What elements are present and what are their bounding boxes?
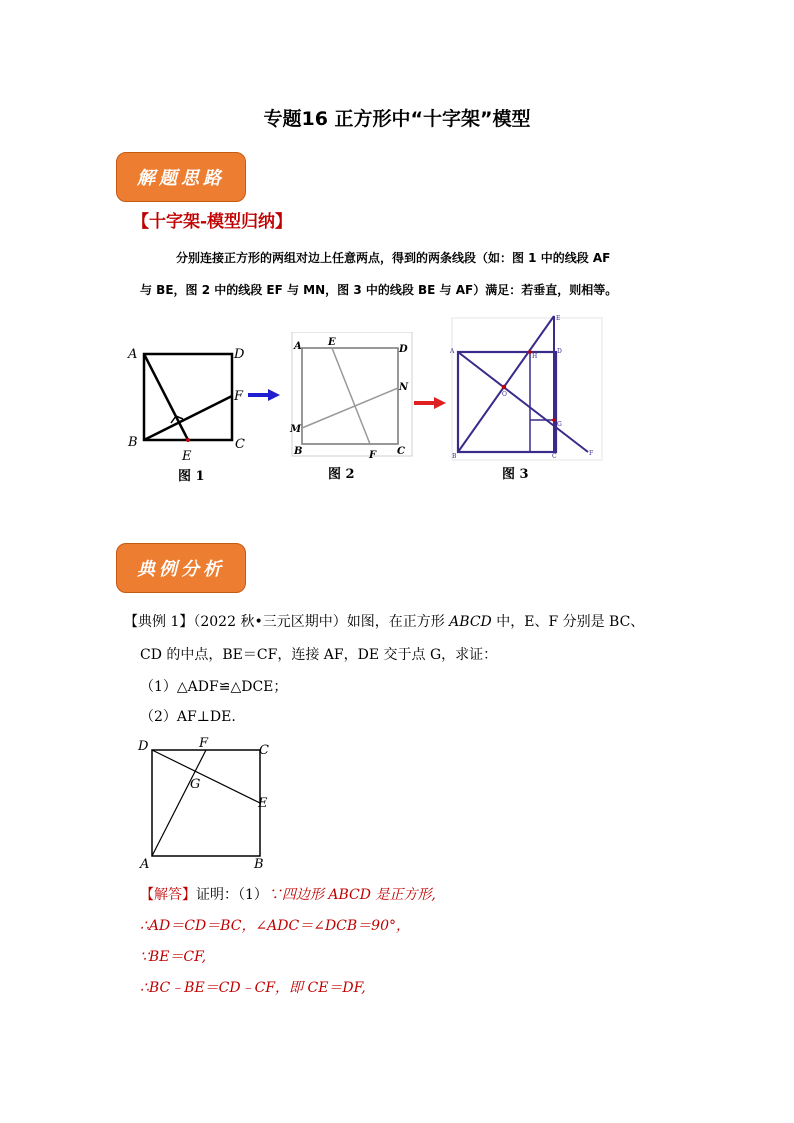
fig2-square xyxy=(302,348,398,444)
fig2-label-b: B xyxy=(294,446,303,457)
fig1-point-e xyxy=(186,438,190,442)
figure-3 xyxy=(446,312,606,484)
answer-step-4a: ∴BC﹣BE＝CD﹣CF，即 xyxy=(140,980,304,996)
example-label-f: F xyxy=(199,736,209,751)
example-square xyxy=(152,750,260,856)
fig1-label-a: A xyxy=(128,347,138,362)
fig3-label-c: C xyxy=(552,453,557,460)
example-label-b: B xyxy=(254,857,264,872)
fig3-square xyxy=(458,352,556,452)
example-label-d: D xyxy=(138,739,149,754)
answer-tag: 【解答】 xyxy=(140,887,196,903)
page-title: 专题16 正方形中“十字架”模型 xyxy=(263,108,531,130)
example-source: （2022 秋•三元区期中）如图，在正方形 xyxy=(193,614,445,630)
fig3-point-g xyxy=(552,418,556,422)
example-label-e: E xyxy=(258,796,268,811)
example-line2: CD 的中点，BE＝CF，连接 AF，DE 交于点 G，求证： xyxy=(140,647,498,663)
fig3-segment-af xyxy=(458,352,588,452)
arrow-red xyxy=(412,396,448,410)
answer-step-4b: CE＝DF, xyxy=(307,980,366,996)
example-label-g: G xyxy=(190,777,201,792)
fig2-caption: 图 2 xyxy=(328,467,355,482)
fig3-label-o: O xyxy=(502,391,507,398)
answer-intro: 证明：（1） xyxy=(196,887,268,903)
example-square-name: ABCD xyxy=(449,614,492,630)
fig2-label-m: M xyxy=(290,424,302,435)
figure-1 xyxy=(120,318,260,488)
fig3-segment-be xyxy=(458,316,554,452)
fig2-label-e: E xyxy=(328,337,336,348)
example-figure xyxy=(134,736,284,872)
section-banner-solving-approach: 解题思路 xyxy=(116,152,246,202)
fig3-label-f: F xyxy=(589,450,594,457)
fig1-label-d: D xyxy=(234,347,245,362)
fig2-label-c: C xyxy=(397,446,405,457)
fig1-label-c: C xyxy=(235,437,245,452)
fig3-label-e: E xyxy=(556,315,561,322)
example-segment-de xyxy=(152,750,260,803)
arrow-blue xyxy=(246,388,282,402)
fig2-segment-ef xyxy=(332,348,370,444)
example-question-1: （1）△ADF≌△DCE； xyxy=(140,679,288,695)
model-text-line1: 分别连接正方形的两组对边上任意两点，得到的两条线段（如：图 1 中的线段 AF xyxy=(176,251,611,265)
fig2-label-d: D xyxy=(399,344,408,355)
fig3-label-b: B xyxy=(452,453,457,460)
fig1-caption: 图 1 xyxy=(178,469,205,484)
fig1-square xyxy=(144,354,232,440)
example-label-a: A xyxy=(140,857,150,872)
example-segment-af xyxy=(152,750,206,856)
fig1-label-f: F xyxy=(234,389,244,404)
fig1-segment-bf xyxy=(144,396,232,440)
example-line1 xyxy=(124,611,644,631)
example-line1-rest: 中，E、F 分别是 BC、 xyxy=(496,614,645,630)
fig2-label-n: N xyxy=(399,382,409,393)
fig1-label-e: E xyxy=(182,449,192,464)
answer-step-2: ∴AD＝CD＝BC，∠ADC＝∠DCB＝90°， xyxy=(140,918,410,934)
figure-2 xyxy=(286,332,416,492)
fig1-label-b: B xyxy=(128,435,138,450)
fig3-label-h: H xyxy=(532,353,538,360)
fig1-segment-ae xyxy=(144,354,188,440)
fig3-caption: 图 3 xyxy=(502,467,529,482)
fig3-point-o xyxy=(502,385,506,389)
example-question-2: （2）AF⊥DE. xyxy=(140,709,236,725)
answer-line1 xyxy=(140,884,436,904)
section-banner-example-analysis: 典例分析 xyxy=(116,543,246,593)
answer-step-3: ∵BE＝CF, xyxy=(140,949,207,965)
example-label-c: C xyxy=(259,743,269,758)
fig3-label-g: G xyxy=(557,421,562,428)
example-tag: 【典例 1】 xyxy=(124,614,194,630)
model-text-line2: 与 BE，图 2 中的线段 EF 与 MN，图 3 中的线段 BE 与 AF）满足：若垂直，则相等。 xyxy=(140,283,618,297)
answer-line4 xyxy=(140,977,366,997)
answer-step-1: ∵四边形 ABCD 是正方形, xyxy=(267,887,436,903)
fig2-label-a: A xyxy=(294,341,302,352)
fig2-label-f: F xyxy=(369,450,377,461)
fig3-label-a: A xyxy=(450,348,455,355)
model-heading: 【十字架-模型归纳】 xyxy=(132,212,293,232)
fig3-label-d: D xyxy=(557,348,562,355)
